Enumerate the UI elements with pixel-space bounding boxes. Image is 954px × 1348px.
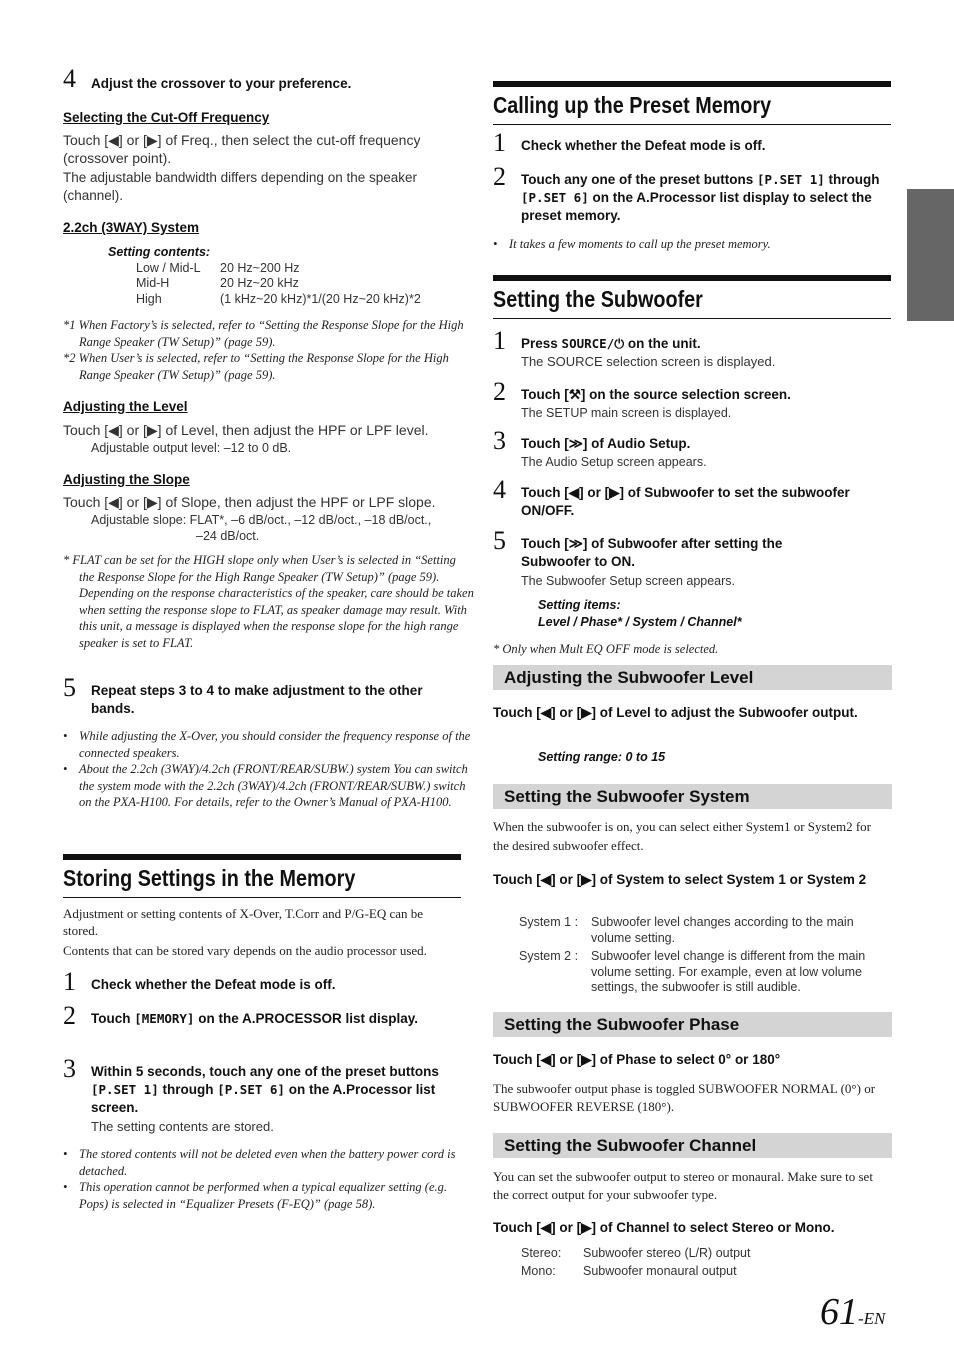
- step-text: Within 5 seconds, touch any one of the preset buttons [P.SET 1] through [P.SET 6] on the A.Processor list screen.: [91, 1064, 439, 1115]
- step-number: 1: [493, 128, 506, 157]
- footnote-2: *2 When User’s is selected, refer to “Setting the Response Slope for the High Range Speaker (TW Setup)” (page 59).: [63, 351, 449, 382]
- subhead-level: Adjusting the Level: [63, 399, 188, 414]
- step-number: 3: [63, 1054, 76, 1083]
- channel-row-value: Subwoofer stereo (L/R) output: [583, 1246, 751, 1260]
- step-text: Touch [⚒] on the source selection screen.: [521, 387, 791, 402]
- step-number: 4: [63, 64, 76, 93]
- step-number: 2: [493, 162, 506, 191]
- subhead-cutoff: Selecting the Cut-Off Frequency: [63, 110, 270, 125]
- section-heading-calling: Calling up the Preset Memory: [493, 81, 891, 125]
- step-text: Touch any one of the preset buttons [P.SET 1] through [P.SET 6] on the A.Processor list display to select the preset memory.: [521, 172, 880, 223]
- contents-row-value: 20 Hz~200 Hz: [220, 261, 300, 275]
- level-instruction: Touch [◀] or [▶] of Level to adjust the Subwoofer output.: [493, 705, 858, 720]
- phase-instruction: Touch [◀] or [▶] of Phase to select 0° or 180°: [493, 1052, 781, 1067]
- subhead-slope: Adjusting the Slope: [63, 472, 190, 487]
- step-number: 1: [63, 967, 76, 996]
- channel-instruction: Touch [◀] or [▶] of Channel to select Stereo or Mono.: [493, 1220, 835, 1235]
- system-row-value: Subwoofer level changes according to the main volume setting.: [591, 915, 854, 945]
- bullet-item: • It takes a few moments to call up the preset memory.: [493, 237, 771, 251]
- subhead-22ch: 2.2ch (3WAY) System: [63, 220, 200, 235]
- bullet-item: • This operation cannot be performed when a typical equalizer setting (e.g. Pops) is selected in “Equalizer Presets (F-EQ)” (page 58).: [63, 1180, 448, 1211]
- setting-contents-label: Setting contents:: [108, 245, 211, 259]
- page-number: 61-EN: [820, 1291, 886, 1333]
- level-range: Setting range: 0 to 15: [538, 750, 666, 764]
- source-key: SOURCE/⏻: [561, 336, 625, 351]
- step-number: 3: [493, 426, 506, 455]
- step-text: Touch [◀] or [▶] of Subwoofer to set the subwoofer ON/OFF.: [521, 485, 850, 518]
- system-row-value: Subwoofer level change is different from the main volume setting. For example, even at low volume settings, the subwoofer is still audible.: [591, 949, 866, 994]
- step-number: 1: [493, 326, 506, 355]
- contents-row-name: Mid-H: [136, 276, 170, 290]
- storing-intro2: Contents that can be stored vary depends on the audio processor used.: [63, 943, 427, 958]
- system-row-name: System 1 :: [519, 915, 579, 929]
- bullet-item: • About the 2.2ch (3WAY)/4.2ch (FRONT/REAR/SUBW.) system You can switch the system mode with the 2.2ch (3WAY)/4.2ch (FRONT/REAR/SUBW.) switch on the PXA-H100. For details, refer to the Owner’s Manual of PXA-H100.: [63, 762, 468, 809]
- memory-key: [MEMORY]: [134, 1011, 195, 1026]
- level-line1: Touch [◀] or [▶] of Level, then adjust the HPF or LPF level.: [63, 422, 429, 438]
- step-text: Press SOURCE/⏻ on the unit.: [521, 336, 701, 351]
- chapter-tab: [907, 189, 954, 321]
- subsection-level: Adjusting the Subwoofer Level: [493, 665, 892, 690]
- channel-intro: You can set the subwoofer output to stereo or monaural. Make sure to set the correct output for your subwoofer type.: [493, 1169, 873, 1202]
- system-intro: When the subwoofer is on, you can select either System1 or System2 for the desired subwoofer effect.: [493, 819, 871, 853]
- step-text: Repeat steps 3 to 4 to make adjustment to the other bands.: [91, 683, 423, 716]
- footnote-1: *1 When Factory’s is selected, refer to “Setting the Response Slope for the High Range Speaker (TW Setup)” (page 59).: [63, 318, 464, 349]
- phase-desc: The subwoofer output phase is toggled SUBWOOFER NORMAL (0°) or SUBWOOFER REVERSE (180°).: [493, 1081, 876, 1114]
- subsection-channel: Setting the Subwoofer Channel: [493, 1133, 892, 1158]
- step-sub: The setting contents are stored.: [91, 1119, 274, 1134]
- step-text: Touch [≫] of Audio Setup.: [521, 436, 691, 451]
- cutoff-line2: The adjustable bandwidth differs depending on the speaker (channel).: [63, 170, 418, 203]
- channel-row-name: Stereo:: [521, 1246, 562, 1260]
- section-heading-subwoofer: Setting the Subwoofer: [493, 275, 891, 319]
- channel-row-name: Mono:: [521, 1264, 556, 1278]
- subsection-phase: Setting the Subwoofer Phase: [493, 1012, 892, 1037]
- cutoff-line1: Touch [◀] or [▶] of Freq., then select the cut-off frequency (crossover point).: [63, 132, 421, 166]
- contents-row-value: 20 Hz~20 kHz: [220, 276, 299, 290]
- slope-line2: Adjustable slope: FLAT*, –6 dB/oct., –12 dB/oct., –18 dB/oct.,: [91, 513, 432, 527]
- step-number: 4: [493, 475, 506, 504]
- level-line2: Adjustable output level: –12 to 0 dB.: [91, 441, 292, 455]
- storing-intro1: Adjustment or setting contents of X-Over, T.Corr and P/G-EQ can be stored.: [63, 906, 424, 938]
- step-text: Touch [≫] of Subwoofer after setting the Subwoofer to ON.: [521, 536, 783, 569]
- bullet-item: • The stored contents will not be deleted even when the battery power cord is detached.: [63, 1147, 456, 1178]
- contents-row-name: Low / Mid-L: [136, 261, 201, 275]
- mult-eq-note: * Only when Mult EQ OFF mode is selected.: [493, 642, 719, 656]
- step-sub: The SOURCE selection screen is displayed.: [521, 354, 776, 369]
- contents-row-name: High: [136, 292, 162, 306]
- step-number: 5: [63, 673, 76, 702]
- step-text: Touch [MEMORY] on the A.PROCESSOR list display.: [91, 1011, 419, 1026]
- section-heading-storing: Storing Settings in the Memory: [63, 854, 461, 898]
- setting-items-label: Setting items:: [538, 598, 621, 612]
- step-text: Adjust the crossover to your preference.: [91, 76, 352, 91]
- step-number: 2: [63, 1001, 76, 1030]
- step-sub: The Subwoofer Setup screen appears.: [521, 574, 736, 588]
- flat-note: * FLAT can be set for the HIGH slope only when User’s is selected in “Setting the Response Slope for the High Range Speaker (TW Setup)” (page 59). Depending on the response characteristics of the speaker, care should be taken when setting the response slope to FLAT, as speaker damage may result. With this unit, a message is displayed when the response slope for the high range speaker is set to FLAT.: [63, 553, 474, 650]
- slope-line3: –24 dB/oct.: [196, 529, 260, 543]
- setting-items-value: Level / Phase* / System / Channel*: [538, 615, 742, 629]
- contents-row-value: (1 kHz~20 kHz)*1/(20 Hz~20 kHz)*2: [220, 292, 421, 306]
- step-text: Check whether the Defeat mode is off.: [91, 977, 336, 992]
- step-number: 5: [493, 526, 506, 555]
- step-sub: The Audio Setup screen appears.: [521, 455, 707, 469]
- channel-row-value: Subwoofer monaural output: [583, 1264, 737, 1278]
- step-number: 2: [493, 377, 506, 406]
- bullet-item: • While adjusting the X-Over, you should consider the frequency response of the connected speakers.: [63, 729, 471, 760]
- subsection-system: Setting the Subwoofer System: [493, 784, 892, 809]
- slope-line1: Touch [◀] or [▶] of Slope, then adjust the HPF or LPF slope.: [63, 494, 436, 510]
- step-sub: The SETUP main screen is displayed.: [521, 406, 732, 420]
- step-text: Check whether the Defeat mode is off.: [521, 138, 766, 153]
- system-row-name: System 2 :: [519, 949, 579, 963]
- system-instruction: Touch [◀] or [▶] of System to select System 1 or System 2: [493, 872, 867, 887]
